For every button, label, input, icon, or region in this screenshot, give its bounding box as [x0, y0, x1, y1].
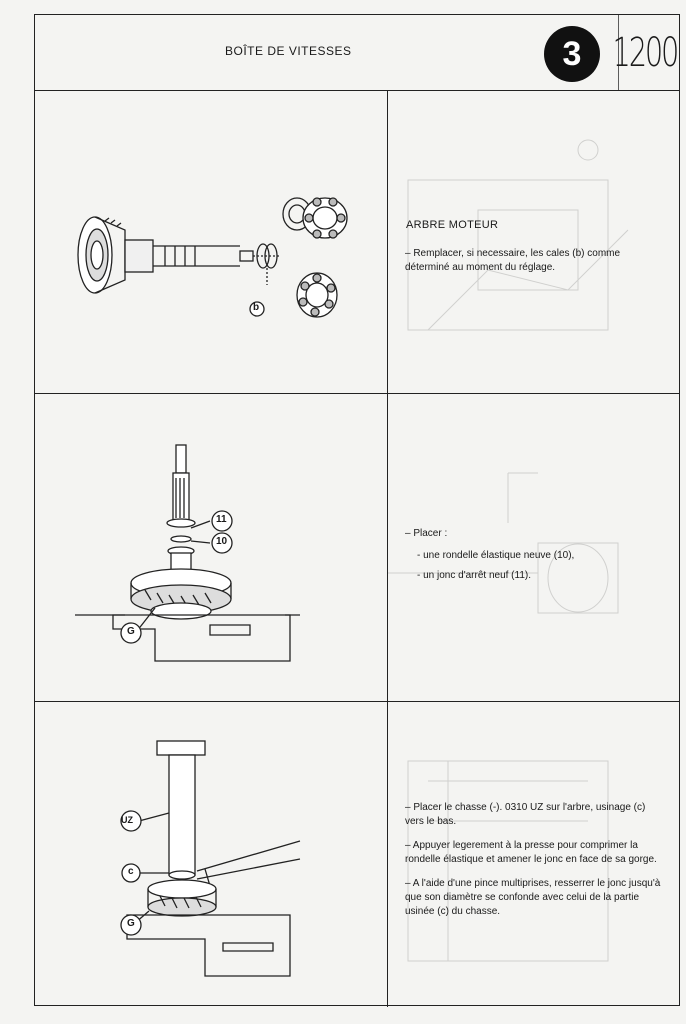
- text-panel: [388, 393, 679, 701]
- callout-b: b: [253, 302, 260, 313]
- shaft-exploded-illustration: [35, 90, 387, 393]
- text-panel: [388, 90, 679, 393]
- paragraph: – A l'aide d'une pince multiprises, resserrer le jonc jusqu'à que son diamètre se confonde avec celui de la partie usinée (c) du chasse.: [405, 878, 661, 917]
- list-item: - une rondelle élastique neuve (10),: [417, 550, 575, 561]
- section-placer: [35, 393, 679, 702]
- section-chasse: [35, 701, 679, 1007]
- list-item: - un jonc d'arrêt neuf (11).: [417, 570, 532, 581]
- text-panel: [388, 701, 679, 1007]
- paragraph: – Remplacer, si necessaire, les cales (b) comme déterminé au moment du réglage.: [405, 248, 621, 273]
- illustration-panel: [35, 393, 388, 701]
- bleed-through-illustration: [388, 90, 681, 393]
- illustration-panel: [35, 90, 388, 393]
- paragraph: – Placer le chasse (-). 0310 UZ sur l'arbre, usinage (c) vers le bas.: [405, 802, 646, 827]
- page-header: [35, 15, 679, 91]
- page-frame: [34, 14, 680, 1006]
- callout-G: G: [127, 918, 135, 929]
- paragraph: – Appuyer legerement à la presse pour comprimer la rondelle élastique et amener le jonc en face de sa gorge.: [405, 840, 657, 865]
- callout-11: 11: [216, 514, 227, 525]
- callout-uz: UZ: [121, 815, 133, 825]
- intro-text: – Placer :: [405, 528, 448, 539]
- callout-c: c: [128, 866, 134, 877]
- section-heading: ARBRE MOTEUR: [406, 219, 499, 231]
- model-number: 1200: [618, 15, 671, 90]
- callout-10: 10: [216, 536, 228, 547]
- section-text: [405, 247, 650, 285]
- section-text: [405, 527, 635, 593]
- section-arbre-moteur: [35, 90, 679, 394]
- section-text: [405, 801, 661, 929]
- callout-G: G: [127, 626, 135, 637]
- chapter-badge: 3: [544, 26, 600, 82]
- gear-assembly-illustration: [35, 393, 387, 701]
- press-tool-illustration: [35, 701, 387, 1007]
- page-title: BOÎTE DE VITESSES: [225, 44, 352, 58]
- illustration-panel: [35, 701, 388, 1007]
